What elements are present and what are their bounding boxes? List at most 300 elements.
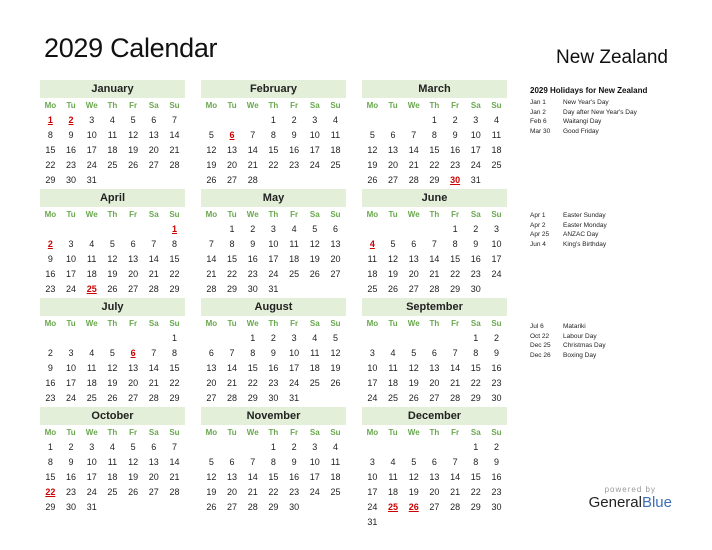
- weekday-label: Sa: [309, 101, 320, 110]
- day-cell: 4: [109, 115, 115, 125]
- day-cell: 26: [206, 502, 217, 512]
- day-cell: 14: [247, 472, 258, 482]
- holiday-row: [530, 341, 705, 351]
- day-cell: [486, 515, 507, 530]
- day-cell: 19: [128, 145, 139, 155]
- day-cell: 12: [206, 472, 217, 482]
- weekday-header: [40, 98, 185, 113]
- day-cell: 6: [151, 115, 157, 125]
- week-row: [201, 282, 346, 297]
- holiday-date: Dec 25: [530, 342, 551, 349]
- weekday-label: Sa: [470, 428, 481, 437]
- day-cell: 24: [491, 269, 502, 279]
- weekday-label: Tu: [66, 210, 76, 219]
- day-cell: 23: [247, 269, 258, 279]
- week-row: [201, 361, 346, 376]
- day-cell: 26: [408, 393, 419, 403]
- day-cell: 11: [87, 363, 97, 373]
- holiday-name: Easter Sunday: [563, 212, 606, 219]
- day-cell: 20: [408, 269, 419, 279]
- holiday-row: [530, 117, 705, 127]
- day-cell: [424, 222, 445, 237]
- day-cell: 14: [206, 254, 217, 264]
- day-cell: 24: [367, 502, 378, 512]
- holiday-name: Easter Monday: [563, 221, 607, 229]
- weekday-label: Th: [107, 101, 118, 110]
- weekday-label: We: [407, 428, 420, 437]
- day-cell: 21: [148, 378, 159, 388]
- day-cell: 25: [309, 378, 320, 388]
- month-april: [40, 189, 185, 312]
- weekday-label: Sa: [470, 210, 481, 219]
- day-cell: 2: [493, 333, 499, 343]
- day-cell: 27: [408, 284, 419, 294]
- day-cell: 14: [169, 130, 180, 140]
- week-row: [201, 470, 346, 485]
- powered-by-text: powered by: [604, 485, 656, 494]
- day-cell: [304, 173, 325, 188]
- weekday-label: Sa: [148, 428, 159, 437]
- day-cell: 28: [148, 393, 159, 403]
- brand-blue: Blue: [641, 494, 672, 511]
- day-cell: 20: [227, 487, 238, 497]
- week-row: [40, 331, 185, 346]
- day-cell: 10: [289, 348, 300, 358]
- day-cell: 4: [312, 333, 318, 343]
- day-cell: 11: [87, 254, 97, 264]
- day-cell: 17: [491, 254, 502, 264]
- day-cell: 22: [45, 487, 56, 497]
- day-cell: 13: [227, 145, 238, 155]
- brand-logo: [589, 485, 672, 511]
- day-cell: 18: [367, 269, 378, 279]
- day-cell: 20: [128, 269, 139, 279]
- holiday-name: Boxing Day: [563, 351, 597, 359]
- day-cell: 18: [388, 378, 399, 388]
- day-cell: 22: [169, 269, 180, 279]
- day-cell: [164, 173, 185, 188]
- day-cell: 30: [491, 393, 502, 403]
- day-cell: 2: [493, 442, 499, 452]
- day-cell: 6: [151, 442, 157, 452]
- day-cell: 9: [68, 130, 74, 140]
- day-cell: 11: [330, 457, 341, 467]
- month-name: July: [40, 298, 185, 316]
- day-cell: 31: [289, 393, 300, 403]
- holiday-name: Day after New Year's Day: [563, 108, 637, 116]
- day-cell: 17: [86, 472, 97, 482]
- day-cell: [325, 500, 346, 515]
- day-cell: 7: [171, 442, 177, 452]
- day-cell: 18: [330, 145, 341, 155]
- day-cell: 23: [491, 378, 502, 388]
- day-cell: 6: [130, 239, 136, 249]
- day-cell: 28: [408, 175, 419, 185]
- day-cell: [61, 222, 82, 237]
- day-cell: 10: [491, 239, 502, 249]
- day-cell: 12: [309, 239, 320, 249]
- day-cell: [242, 440, 263, 455]
- day-cell: 20: [429, 378, 440, 388]
- day-cell: 15: [268, 472, 279, 482]
- week-row: [362, 252, 507, 267]
- week-row: [40, 440, 185, 455]
- day-cell: 24: [86, 487, 97, 497]
- day-cell: 22: [470, 487, 481, 497]
- holiday-name: Good Friday: [563, 127, 599, 135]
- day-cell: 5: [130, 442, 136, 452]
- day-cell: 8: [452, 239, 458, 249]
- day-cell: 8: [431, 130, 437, 140]
- day-cell: 10: [66, 254, 77, 264]
- day-cell: [102, 500, 123, 515]
- day-cell: 15: [247, 363, 258, 373]
- day-cell: 22: [268, 487, 279, 497]
- day-cell: 4: [291, 224, 297, 234]
- day-cell: 9: [493, 457, 499, 467]
- day-cell: 25: [330, 160, 341, 170]
- day-cell: 5: [109, 239, 115, 249]
- month-name: June: [362, 189, 507, 207]
- day-cell: 13: [429, 472, 440, 482]
- day-cell: [81, 331, 102, 346]
- weekday-label: Sa: [470, 101, 481, 110]
- day-cell: 6: [431, 348, 437, 358]
- day-cell: 17: [309, 472, 320, 482]
- day-cell: 1: [47, 115, 53, 125]
- day-cell: 30: [450, 175, 461, 185]
- day-cell: 15: [45, 472, 56, 482]
- day-cell: [383, 113, 404, 128]
- day-cell: 2: [68, 115, 74, 125]
- holiday-date: Jan 2: [530, 108, 546, 116]
- day-cell: [40, 222, 61, 237]
- weekday-label: Tu: [388, 319, 398, 328]
- day-cell: 10: [86, 457, 97, 467]
- weekday-label: Sa: [148, 210, 159, 219]
- day-cell: 5: [208, 130, 214, 140]
- week-row: [201, 391, 346, 406]
- day-cell: 8: [47, 457, 53, 467]
- day-cell: 6: [229, 130, 235, 140]
- day-cell: 10: [66, 363, 77, 373]
- weekday-label: Th: [107, 319, 118, 328]
- day-cell: 12: [408, 472, 419, 482]
- week-row: [40, 455, 185, 470]
- day-cell: 17: [268, 254, 279, 264]
- day-cell: 23: [289, 487, 300, 497]
- day-cell: 30: [491, 502, 502, 512]
- day-cell: 23: [66, 487, 77, 497]
- weekday-label: Fr: [129, 210, 138, 219]
- day-cell: [304, 282, 325, 297]
- day-cell: 8: [270, 130, 276, 140]
- weekday-label: Th: [268, 428, 279, 437]
- day-cell: 25: [86, 284, 97, 294]
- day-cell: 11: [491, 130, 502, 140]
- weekday-label: Mo: [205, 428, 218, 437]
- day-cell: 6: [431, 457, 437, 467]
- day-cell: 21: [227, 378, 238, 388]
- day-cell: 12: [128, 457, 139, 467]
- day-cell: [284, 173, 305, 188]
- weekday-label: Th: [107, 428, 118, 437]
- day-cell: [123, 331, 144, 346]
- day-cell: 12: [128, 130, 139, 140]
- day-cell: 18: [107, 472, 118, 482]
- day-cell: 19: [128, 472, 139, 482]
- day-cell: 14: [450, 363, 461, 373]
- day-cell: 31: [268, 284, 279, 294]
- week-row: [40, 470, 185, 485]
- day-cell: 1: [270, 442, 276, 452]
- day-cell: 9: [47, 363, 53, 373]
- week-row: [40, 500, 185, 515]
- day-cell: 21: [206, 269, 217, 279]
- day-cell: 27: [148, 160, 159, 170]
- week-row: [201, 113, 346, 128]
- month-name: August: [201, 298, 346, 316]
- weekday-label: Th: [268, 210, 279, 219]
- day-cell: [445, 440, 466, 455]
- day-cell: 26: [107, 284, 118, 294]
- day-cell: 15: [169, 254, 180, 264]
- weekday-label: Su: [491, 101, 502, 110]
- day-cell: 5: [411, 348, 417, 358]
- day-cell: [304, 500, 325, 515]
- weekday-label: Su: [169, 210, 180, 219]
- weekday-label: Th: [429, 319, 440, 328]
- day-cell: 18: [388, 487, 399, 497]
- day-cell: 16: [45, 378, 56, 388]
- day-cell: 21: [450, 378, 461, 388]
- day-cell: 6: [411, 239, 417, 249]
- day-cell: 26: [128, 487, 139, 497]
- day-cell: 21: [247, 160, 258, 170]
- day-cell: 16: [491, 472, 502, 482]
- week-row: [362, 470, 507, 485]
- day-cell: 12: [330, 348, 341, 358]
- day-cell: 8: [473, 348, 479, 358]
- weekday-label: Mo: [205, 319, 218, 328]
- weekday-label: We: [407, 319, 420, 328]
- weekday-label: We: [85, 319, 98, 328]
- weekday-label: Su: [169, 101, 180, 110]
- day-cell: 18: [86, 269, 97, 279]
- month-june: [362, 189, 507, 297]
- weekday-label: Su: [330, 101, 341, 110]
- holiday-row: [530, 322, 705, 332]
- weekday-label: Tu: [227, 319, 237, 328]
- week-row: [362, 515, 507, 530]
- day-cell: [403, 222, 424, 237]
- day-cell: 14: [227, 363, 238, 373]
- week-row: [40, 237, 185, 252]
- day-cell: 11: [330, 130, 341, 140]
- weekday-label: Su: [169, 319, 180, 328]
- weekday-label: Tu: [388, 210, 398, 219]
- day-cell: 1: [171, 333, 177, 343]
- day-cell: 11: [388, 472, 398, 482]
- brand-name: [589, 494, 672, 511]
- day-cell: 4: [332, 115, 338, 125]
- day-cell: 3: [312, 442, 318, 452]
- day-cell: 16: [289, 472, 300, 482]
- day-cell: 23: [491, 487, 502, 497]
- day-cell: 7: [151, 348, 157, 358]
- day-cell: [403, 113, 424, 128]
- weekday-label: We: [85, 428, 98, 437]
- day-cell: 10: [309, 457, 320, 467]
- day-cell: 1: [270, 115, 276, 125]
- day-cell: [123, 222, 144, 237]
- day-cell: 25: [388, 393, 399, 403]
- day-cell: 23: [289, 160, 300, 170]
- day-cell: 7: [250, 130, 256, 140]
- week-row: [40, 267, 185, 282]
- day-cell: 24: [309, 487, 320, 497]
- week-row: [362, 222, 507, 237]
- weekday-label: Tu: [388, 428, 398, 437]
- weekday-label: Fr: [290, 210, 299, 219]
- day-cell: 5: [130, 115, 136, 125]
- day-cell: [40, 331, 61, 346]
- day-cell: 19: [206, 487, 217, 497]
- week-row: [362, 113, 507, 128]
- weekday-header: [362, 207, 507, 222]
- holiday-date: Oct 22: [530, 332, 550, 340]
- day-cell: 16: [289, 145, 300, 155]
- holiday-date: Apr 2: [530, 221, 546, 229]
- month-september: [362, 298, 507, 406]
- day-cell: 25: [289, 269, 300, 279]
- week-row: [40, 158, 185, 173]
- day-cell: 19: [206, 160, 217, 170]
- week-row: [201, 455, 346, 470]
- day-cell: 16: [66, 472, 77, 482]
- day-cell: [403, 331, 424, 346]
- day-cell: [61, 331, 82, 346]
- day-cell: 1: [250, 333, 256, 343]
- holiday-name: ANZAC Day: [563, 231, 599, 238]
- day-cell: 19: [330, 363, 341, 373]
- day-cell: 4: [89, 348, 95, 358]
- day-cell: [81, 222, 102, 237]
- weekday-label: Su: [491, 210, 502, 219]
- day-cell: [445, 515, 466, 530]
- month-name: September: [362, 298, 507, 316]
- day-cell: 19: [107, 269, 118, 279]
- holiday-row: [530, 221, 705, 231]
- day-cell: 2: [452, 115, 458, 125]
- day-cell: 18: [330, 472, 341, 482]
- day-cell: 8: [473, 457, 479, 467]
- day-cell: 12: [408, 363, 419, 373]
- day-cell: 9: [452, 130, 458, 140]
- day-cell: 1: [171, 224, 177, 234]
- day-cell: [486, 173, 507, 188]
- holidays-title: 2029 Holidays for New Zealand: [530, 86, 648, 95]
- weekday-label: Su: [169, 428, 180, 437]
- day-cell: 24: [289, 378, 300, 388]
- week-row: [40, 143, 185, 158]
- months-grid: [40, 80, 520, 527]
- week-row: [40, 391, 185, 406]
- week-row: [201, 440, 346, 455]
- week-row: [362, 237, 507, 252]
- weekday-label: Sa: [148, 101, 159, 110]
- week-row: [362, 282, 507, 297]
- day-cell: [201, 222, 222, 237]
- day-cell: 3: [68, 348, 74, 358]
- day-cell: 25: [107, 487, 118, 497]
- day-cell: 11: [388, 363, 398, 373]
- day-cell: 24: [268, 269, 279, 279]
- day-cell: [325, 391, 346, 406]
- month-august: [201, 298, 346, 406]
- day-cell: 22: [247, 378, 258, 388]
- day-cell: 5: [332, 333, 338, 343]
- day-cell: 19: [388, 269, 399, 279]
- day-cell: 12: [206, 145, 217, 155]
- day-cell: 15: [45, 145, 56, 155]
- day-cell: 4: [332, 442, 338, 452]
- day-cell: 20: [206, 378, 217, 388]
- week-row: [362, 500, 507, 515]
- day-cell: 20: [148, 145, 159, 155]
- day-cell: 29: [169, 393, 180, 403]
- month-january: [40, 80, 185, 188]
- weekday-label: Mo: [44, 210, 57, 219]
- day-cell: 6: [130, 348, 136, 358]
- day-cell: 8: [171, 239, 177, 249]
- day-cell: 3: [68, 239, 74, 249]
- week-row: [201, 485, 346, 500]
- day-cell: [143, 331, 164, 346]
- weekday-label: Fr: [451, 428, 460, 437]
- day-cell: 11: [289, 239, 299, 249]
- day-cell: 9: [493, 348, 499, 358]
- day-cell: 27: [206, 393, 217, 403]
- month-november: [201, 407, 346, 515]
- weekday-header: [362, 316, 507, 331]
- weekday-header: [362, 98, 507, 113]
- day-cell: 2: [47, 348, 53, 358]
- holiday-date: Apr 25: [530, 231, 550, 238]
- weekday-label: Su: [330, 210, 341, 219]
- day-cell: 7: [171, 115, 177, 125]
- day-cell: 25: [491, 160, 502, 170]
- day-cell: 21: [247, 487, 258, 497]
- day-cell: [201, 440, 222, 455]
- day-cell: 28: [227, 393, 238, 403]
- weekday-label: Mo: [44, 428, 57, 437]
- weekday-header: [40, 425, 185, 440]
- week-row: [362, 440, 507, 455]
- day-cell: 3: [89, 115, 95, 125]
- day-cell: 29: [227, 284, 238, 294]
- weekday-label: We: [85, 210, 98, 219]
- day-cell: 9: [68, 457, 74, 467]
- weekday-header: [40, 207, 185, 222]
- month-name: October: [40, 407, 185, 425]
- weekday-label: Fr: [129, 319, 138, 328]
- weekday-label: Mo: [44, 319, 57, 328]
- day-cell: 2: [68, 442, 74, 452]
- week-row: [362, 346, 507, 361]
- day-cell: 27: [148, 487, 159, 497]
- weekday-label: Sa: [309, 319, 320, 328]
